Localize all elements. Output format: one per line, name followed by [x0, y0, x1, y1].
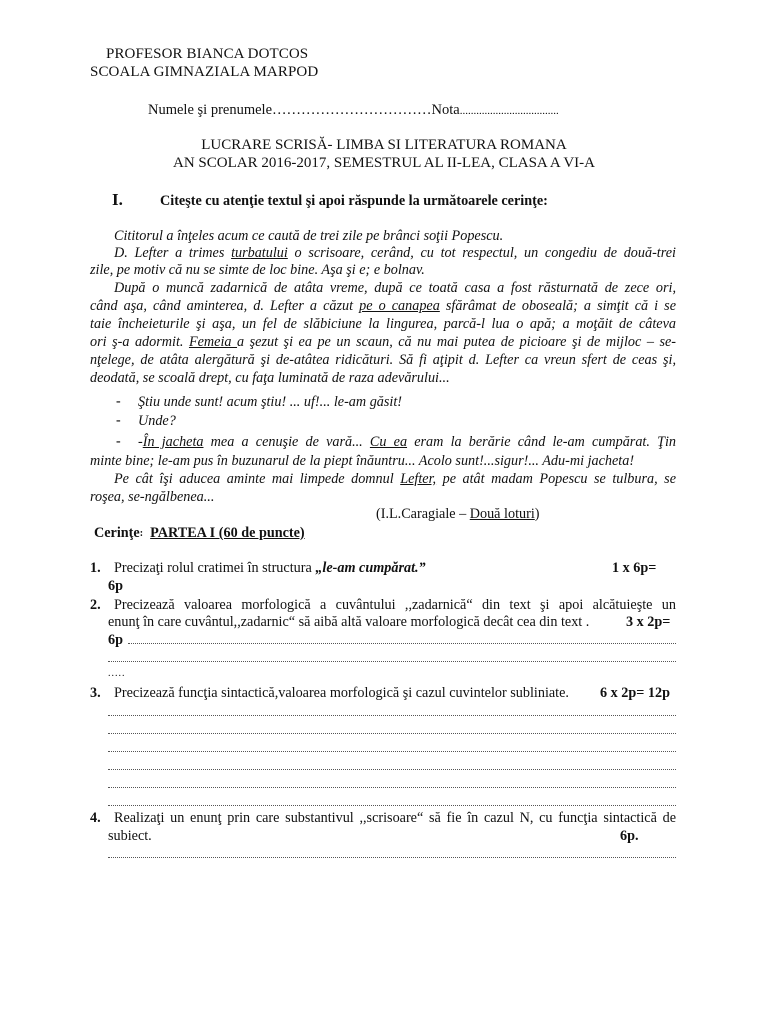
text-paragraph-1: Cititorul a înţeles acum ce caută de trei zile pe brânci soţii Popescu.: [114, 228, 504, 244]
text-fragment: mea a cenuşie de vară...: [203, 434, 370, 450]
name-dots: ……………………………: [272, 102, 432, 118]
answer-line-tail: .....: [108, 668, 126, 679]
exam-title: LUCRARE SCRISĂ- LIMBA SI LITERATURA ROMANA: [201, 137, 567, 153]
answer-line[interactable]: [108, 733, 676, 734]
answer-line[interactable]: [128, 643, 676, 644]
text-fragment: a şezut şi ea pe un scaun, că nu mai putea de picioare şi de mijloc – se-: [237, 334, 676, 350]
text-fragment: ): [534, 506, 540, 522]
answer-line[interactable]: [108, 857, 676, 858]
text-source: [376, 506, 540, 523]
text-fragment: Precizaţi rolul cratimei în structura: [114, 560, 316, 576]
question-2-points-total: 6p: [108, 632, 123, 648]
nota-dots: ....................................: [459, 105, 559, 117]
underlined-word: Cu ea: [369, 434, 408, 450]
dialogue-line-1: Ştiu unde sunt! acum ştiu! ... uf!... le-am găsit!: [138, 394, 403, 410]
question-4-points: 6p.: [620, 828, 639, 844]
source-title: Două loturi: [469, 506, 535, 522]
question-3-number: 3.: [90, 685, 101, 701]
text-fragment: eram la berărie când le-am cumpărat. Ţin: [407, 434, 677, 450]
question-4-text-line-1: Realizaţi un enunţ prin care substantivul ,,scrisoare“ să fie în cazul N, cu funcţia sintactică de: [114, 810, 676, 826]
text-fragment: când aşa, când aminterea, d. Lefter a căzut: [90, 298, 360, 314]
dialogue-dash: -: [116, 413, 121, 428]
question-2-text-line-1: Precizează valoarea morfologică a cuvântului ,,zadarnică“ din text şi apoi alcătuieşte un: [114, 597, 676, 613]
question-2-text-line-2: enunţ în care cuvântul,,zadarnic“ să aibă altă valoare morfologică decât cea din text .: [108, 614, 590, 630]
question-4-number: 4.: [90, 810, 101, 826]
dialogue-line-2: Unde?: [138, 413, 176, 429]
question-3-points: 6 x 2p= 12p: [600, 685, 670, 701]
answer-line[interactable]: [108, 769, 676, 770]
school-name: SCOALA GIMNAZIALA MARPOD: [90, 64, 319, 80]
answer-line[interactable]: [108, 715, 676, 716]
question-4-text-line-2: subiect.: [108, 828, 152, 844]
text-fragment: D. Lefter a trimes: [114, 245, 232, 261]
text-line: [90, 334, 676, 351]
requirements-label: Cerinţe: [94, 525, 140, 541]
section-instruction: Citeşte cu atenţie textul şi apoi răspunde la următoarele cerinţe:: [160, 193, 548, 209]
text-line: [90, 298, 676, 315]
text-fragment: Pe cât îşi aducea aminte mai limpede domnul: [114, 471, 401, 487]
text-paragraph-2: [114, 245, 676, 262]
dialogue-dash: -: [116, 434, 121, 449]
name-label: Numele şi prenumele: [148, 102, 273, 118]
part-title: PARTEA I (60 de puncte): [150, 525, 305, 541]
dialogue-line-3: [138, 434, 676, 451]
text-paragraph-4: [114, 471, 676, 488]
answer-line[interactable]: [108, 805, 676, 806]
teacher-name: PROFESOR BIANCA DOTCOS: [106, 46, 309, 62]
text-fragment: o scrisoare, cerând, cu tot respectul, un congediu de două-trei: [287, 245, 676, 261]
dialogue-dash: -: [116, 394, 121, 409]
text-fragment: sfărâmat de oboseală; a simţit că i se: [439, 298, 676, 314]
text-line: roşea, se-ngălbenea...: [90, 489, 215, 505]
text-line: zile, pe motiv că nu se simte de loc bine. Aşa şi e; e bolnav.: [90, 262, 425, 278]
underlined-word: În jacheta: [142, 434, 204, 450]
question-3-text: Precizează funcţia sintactică,valoarea morfologică şi cazul cuvintelor subliniate.: [114, 685, 569, 701]
question-2-points: 3 x 2p=: [626, 614, 671, 630]
question-1-points-total: 6p: [108, 578, 123, 594]
nota-label: Nota: [431, 102, 460, 118]
requirements-header: [94, 525, 305, 542]
question-2-number: 2.: [90, 597, 101, 613]
underlined-word: pe o canapea: [359, 298, 440, 314]
quoted-phrase: „le-am cumpărat.”: [315, 560, 426, 576]
question-1-number: 1.: [90, 560, 101, 576]
text-fragment: :: [139, 528, 144, 539]
question-1-text: [114, 560, 426, 577]
answer-line[interactable]: [108, 661, 676, 662]
text-line: minte bine; le-am pus în buzunarul de la piept înăuntru... Acolo sunt!...sigur!... Adu-mi jacheta!: [90, 453, 635, 469]
answer-line[interactable]: [108, 787, 676, 788]
exam-subtitle: AN SCOLAR 2016-2017, SEMESTRUL AL II-LEA, CLASA A VI-A: [173, 155, 595, 171]
text-paragraph-3: După o muncă zadarnică de atâta vreme, după ce toată casa a fost răsturnată de zece ori,: [114, 280, 676, 296]
text-fragment: -: [138, 434, 143, 450]
text-fragment: ori ş-a adormit.: [90, 334, 189, 350]
text-line: taie încheieturile şi aşa, un fel de slăbiciune la lingurea, parcă-l lua o apă; a moţăit de câteva: [90, 316, 676, 332]
underlined-word: Femeia: [188, 334, 238, 350]
underlined-word: turbatului: [231, 245, 288, 261]
text-fragment: pe atât madam Popescu se tulbura, se: [436, 471, 677, 487]
text-line: deodată, se scoală drept, cu faţa luminată de raza adevărului...: [90, 370, 450, 386]
section-numeral: I.: [112, 190, 123, 209]
question-1-points: 1 x 6p=: [612, 560, 657, 576]
text-line: nţelege, de atâta alergătură şi de-atâtea ridicături. Să fi aţipit d. Lefter ca vreun sfert de ceas şi,: [90, 352, 676, 368]
answer-line[interactable]: [108, 751, 676, 752]
name-line: [148, 102, 559, 120]
underlined-word: Lefter,: [400, 471, 437, 487]
text-fragment: (I.L.Caragiale –: [376, 506, 470, 522]
